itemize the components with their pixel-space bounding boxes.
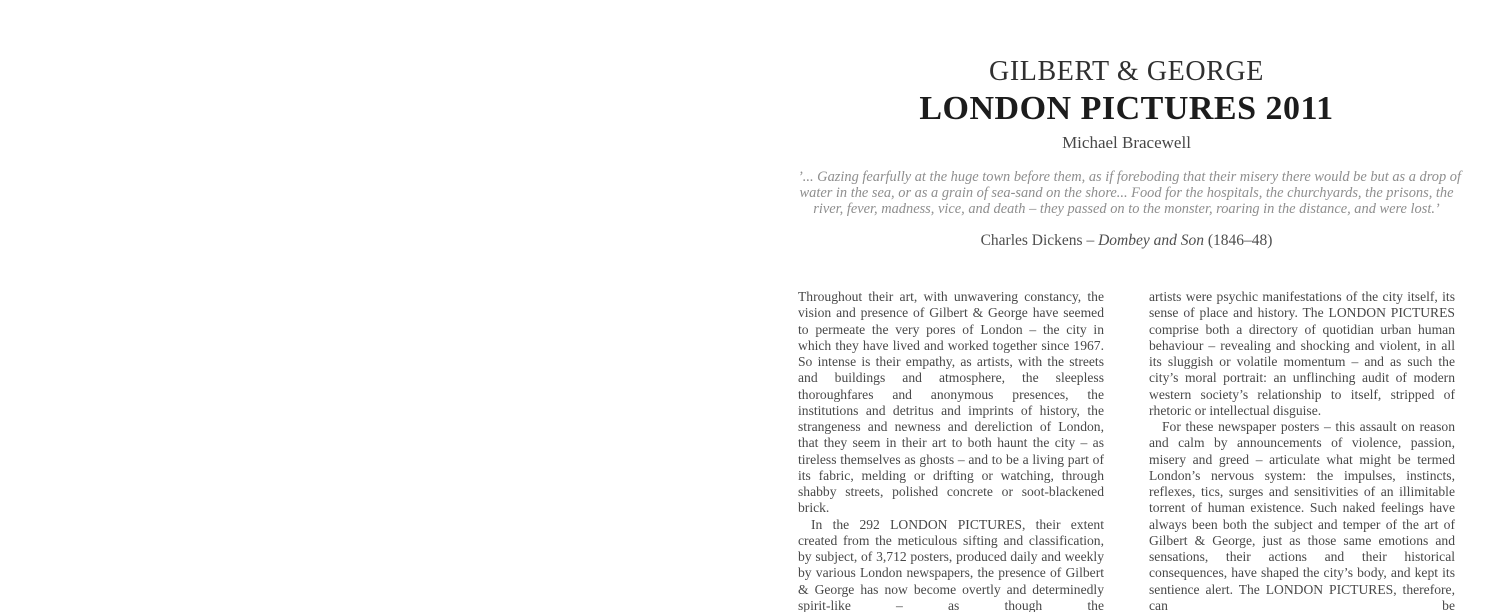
epigraph-line: river, fever, madness, vice, and death – they passed on to the monster, roaring in the distance, and were lost.’ xyxy=(813,201,1440,217)
paragraph: In the 292 LONDON PICTURES, their extent created from the meticulous sifting and classification, by subject, of 3,712 posters, produced daily and weekly by various London newspapers, the presence of Gilbert & George has now become overtly and determinedly spirit-like – as though the xyxy=(798,516,1104,612)
attribution-dates: (1846–48) xyxy=(1203,232,1273,249)
epigraph-quote xyxy=(798,169,1461,217)
author-byline: Michael Bracewell xyxy=(1062,133,1191,152)
left-text-column xyxy=(798,289,1104,612)
artist-heading: GILBERT & GEORGE xyxy=(989,56,1264,87)
paragraph: artists were psychic manifestations of the city itself, its sense of place and history. The LONDON PICTURES comprise both a directory of quotidian urban human behaviour – revealing and shocking and violent, in all its sluggish or volatile momentum – and as such the city’s moral portrait: an unflinching audit of modern western society’s relationship to itself, stripped of rhetoric or intellectual disguise. xyxy=(1149,289,1455,418)
epigraph-line: ’... Gazing fearfully at the huge town before them, as if foreboding that their misery there would be but as a drop of xyxy=(798,169,1461,185)
attribution-work-title: Dombey and Son xyxy=(1098,232,1204,249)
paragraph: For these newspaper posters – this assault on reason and calm by announcements of violence, passion, misery and greed – articulate what might be termed London’s nervous system: the impulses, instincts, reflexes, tics, surges and sensitivities of an illimitable torrent of human existence. Such naked feelings have always been both the subject and temper of the art of Gilbert & George, just as those same emotions and sensations, their actions and their historical consequences, have shaped the city’s body, and kept its sentience alert. The LONDON PICTURES, therefore, can be xyxy=(1149,419,1455,612)
essay-page xyxy=(798,0,1461,612)
body-columns xyxy=(798,289,1455,612)
title-heading: LONDON PICTURES 2011 xyxy=(919,90,1334,127)
paragraph: Throughout their art, with unwavering constancy, the vision and presence of Gilbert & George have seemed to permeate the very pores of London – the city in which they have lived and worked together since 1967. So intense is their empathy, as artists, with the streets and buildings and atmosphere, the sleepless thoroughfares and anonymous presences, the institutions and detritus and imprints of history, the strangeness and newness and dereliction of London, that they seem in their art to both haunt the city – as tireless themselves as ghosts – and to be a living part of its fabric, melding or drifting or watching, through shabby streets, polished concrete or soot-blackened brick. xyxy=(798,289,1104,516)
epigraph-line: water in the sea, or as a grain of sea-sand on the shore... Food for the hospitals, the churchyards, the prisons, the xyxy=(799,185,1454,201)
right-text-column xyxy=(1149,289,1455,612)
epigraph-attribution xyxy=(798,232,1455,250)
attribution-author: Charles Dickens – xyxy=(980,232,1099,249)
